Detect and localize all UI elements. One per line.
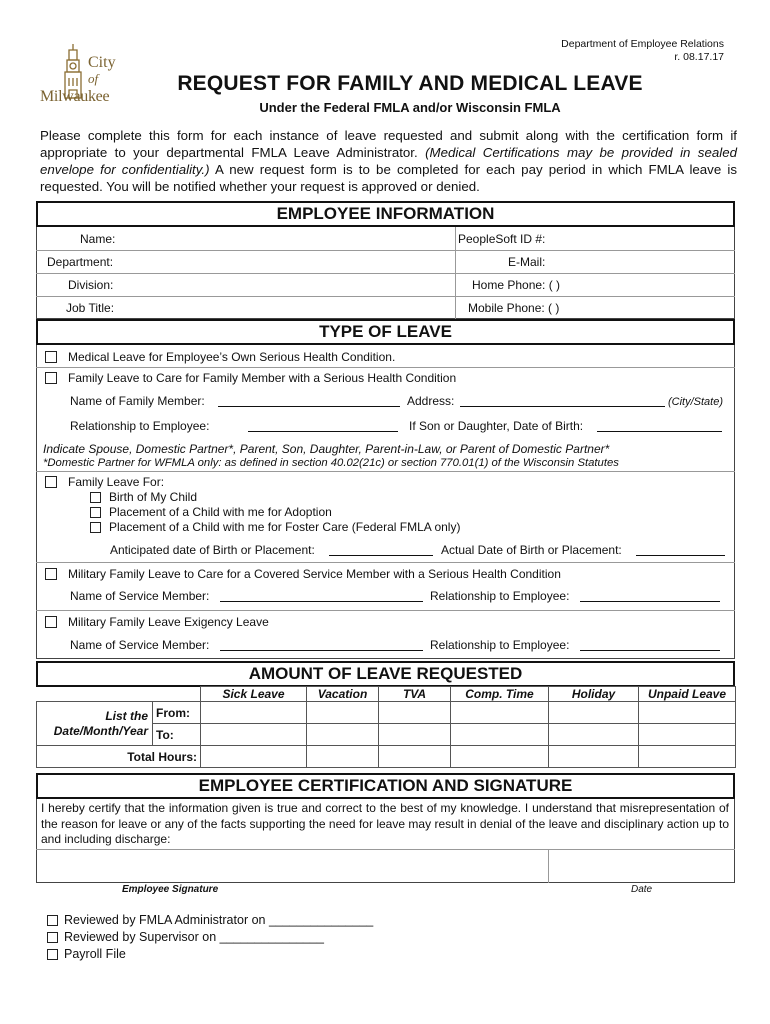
payroll-file-checkbox[interactable] — [47, 949, 58, 960]
military-care-label: Military Family Leave to Care for a Covered Service Member with a Serious Health Condition — [68, 567, 561, 581]
medical-leave-checkbox[interactable] — [45, 351, 57, 363]
service-relationship-label-1: Relationship to Employee: — [430, 589, 570, 603]
logo-milwaukee-text: Milwaukee — [40, 88, 110, 105]
service-relationship-field-2[interactable] — [580, 650, 720, 651]
logo-of-text: of — [88, 71, 99, 86]
adoption-label: Placement of a Child with me for Adoption — [109, 505, 332, 519]
form-subtitle: Under the Federal FMLA and/or Wisconsin FMLA — [259, 100, 561, 115]
col-holiday: Holiday — [549, 687, 639, 702]
to-comp-time-cell[interactable] — [451, 724, 549, 746]
col-comp-time: Comp. Time — [451, 687, 549, 702]
col-vacation: Vacation — [307, 687, 379, 702]
divider — [36, 562, 735, 563]
name-label: Name: — [80, 232, 116, 246]
city-logo — [38, 42, 128, 110]
family-leave-for-checkbox[interactable] — [45, 476, 57, 488]
from-vacation-cell[interactable] — [307, 702, 379, 724]
medical-leave-label: Medical Leave for Employee’s Own Serious Health Condition. — [68, 350, 396, 364]
military-exigency-checkbox[interactable] — [45, 616, 57, 628]
intro-italic-note: (Medical Certifications may be provided in sealed envelope for confidentiality.) — [40, 145, 737, 177]
family-leave-for-label: Family Leave For: — [68, 475, 165, 489]
mobile-phone-label: Mobile Phone: ( ) — [468, 301, 560, 315]
blank-corner — [37, 687, 201, 702]
list-date-label — [37, 702, 153, 746]
indicate-relationship-note: Indicate Spouse, Domestic Partner*, Parent, Son, Daughter, Parent-in-Law, or Parent of Domestic Partner* — [43, 442, 610, 456]
service-relationship-label-2: Relationship to Employee: — [430, 638, 570, 652]
total-sick-leave-cell[interactable] — [201, 746, 307, 768]
service-member-name-field-1[interactable] — [220, 601, 423, 602]
home-phone-label: Home Phone: ( ) — [472, 278, 561, 292]
total-unpaid-leave-cell[interactable] — [639, 746, 736, 768]
foster-care-label: Placement of a Child with me for Foster Care (Federal FMLA only) — [109, 520, 461, 534]
family-care-checkbox[interactable] — [45, 372, 57, 384]
to-tva-cell[interactable] — [379, 724, 451, 746]
military-care-checkbox[interactable] — [45, 568, 57, 580]
city-state-label: (City/State) — [668, 396, 724, 408]
total-holiday-cell[interactable] — [549, 746, 639, 768]
form-title: REQUEST FOR FAMILY AND MEDICAL LEAVE — [177, 72, 643, 95]
divider — [455, 227, 456, 319]
foster-care-checkbox[interactable] — [90, 522, 101, 533]
peoplesoft-id-label: PeopleSoft ID #: — [458, 232, 546, 246]
leave-amount-table — [36, 686, 736, 768]
anticipated-date-field[interactable] — [329, 555, 433, 556]
relationship-field[interactable] — [248, 431, 398, 432]
payroll-file-label: Payroll File — [64, 947, 126, 961]
to-sick-leave-cell[interactable] — [201, 724, 307, 746]
amount-of-leave-heading: AMOUNT OF LEAVE REQUESTED — [36, 661, 735, 687]
department-header — [561, 38, 724, 64]
son-daughter-dob-field[interactable] — [597, 431, 722, 432]
employee-info-heading: EMPLOYEE INFORMATION — [36, 201, 735, 227]
email-label: E-Mail: — [508, 255, 546, 269]
address-field[interactable] — [460, 406, 665, 407]
to-vacation-cell[interactable] — [307, 724, 379, 746]
family-member-name-field[interactable] — [218, 406, 400, 407]
intro-text-2: A new request form is to be completed for each pay period in which FMLA leave is requested. You will be notified whether your request is approved or denied. — [40, 162, 737, 194]
intro-text-1: Please complete this form for each instance of leave requested and submit along with the certification form if appropriate to your departmental FMLA Leave Administrator. — [40, 128, 737, 160]
from-comp-time-cell[interactable] — [451, 702, 549, 724]
divider — [36, 610, 735, 611]
revision-date: r. 08.17.17 — [674, 51, 724, 63]
divider — [36, 296, 735, 297]
from-holiday-cell[interactable] — [549, 702, 639, 724]
address-label: Address: — [407, 394, 455, 408]
from-unpaid-leave-cell[interactable] — [639, 702, 736, 724]
service-relationship-field-1[interactable] — [580, 601, 720, 602]
signature-date-field[interactable] — [549, 850, 734, 882]
department-label: Department: — [47, 255, 114, 269]
list-date-label-2: Date/Month/Year — [53, 723, 148, 738]
col-tva: TVA — [379, 687, 451, 702]
to-holiday-cell[interactable] — [549, 724, 639, 746]
from-label: From: — [153, 702, 201, 724]
military-exigency-label: Military Family Leave Exigency Leave — [68, 615, 269, 629]
division-label: Division: — [68, 278, 114, 292]
intro-paragraph — [40, 127, 737, 195]
from-tva-cell[interactable] — [379, 702, 451, 724]
certification-text: I hereby certify that the information given is true and correct to the best of my knowledge. I understand that misrepresentation of the reason for leave or any of the facts supporting the need for leave may result in denial of the leave and disciplinary action up to and including discharge: — [41, 801, 729, 846]
relationship-label: Relationship to Employee: — [70, 419, 210, 433]
family-care-label: Family Leave to Care for Family Member with a Serious Health Condition — [68, 371, 457, 385]
actual-date-field[interactable] — [636, 555, 725, 556]
divider — [36, 471, 735, 472]
total-tva-cell[interactable] — [379, 746, 451, 768]
total-vacation-cell[interactable] — [307, 746, 379, 768]
divider — [36, 273, 735, 274]
date-label: Date — [631, 884, 653, 895]
employee-signature-label: Employee Signature — [122, 884, 219, 895]
list-date-label-1: List the — [105, 708, 148, 723]
supervisor-review-label: Reviewed by Supervisor on _______________ — [64, 930, 324, 944]
adoption-checkbox[interactable] — [90, 507, 101, 518]
to-unpaid-leave-cell[interactable] — [639, 724, 736, 746]
birth-label: Birth of My Child — [109, 490, 198, 504]
certification-heading: EMPLOYEE CERTIFICATION AND SIGNATURE — [36, 773, 735, 799]
anticipated-date-label: Anticipated date of Birth or Placement: — [110, 543, 315, 557]
son-daughter-dob-label: If Son or Daughter, Date of Birth: — [409, 419, 584, 433]
to-label: To: — [153, 724, 201, 746]
fmla-admin-review-checkbox[interactable] — [47, 915, 58, 926]
service-member-name-label-2: Name of Service Member: — [70, 638, 210, 652]
actual-date-label: Actual Date of Birth or Placement: — [441, 543, 622, 557]
service-member-name-field-2[interactable] — [220, 650, 423, 651]
family-member-name-label: Name of Family Member: — [70, 394, 205, 408]
fmla-admin-review-label: Reviewed by FMLA Administrator on _______________ — [64, 913, 374, 927]
type-of-leave-heading: TYPE OF LEAVE — [36, 319, 735, 345]
service-member-name-label-1: Name of Service Member: — [70, 589, 210, 603]
domestic-partner-note: *Domestic Partner for WFMLA only: as defined in section 40.02(21c) or section 770.01(1) of the Wisconsin Statutes — [43, 457, 619, 469]
col-unpaid-leave: Unpaid Leave — [639, 687, 736, 702]
job-title-label: Job Title: — [66, 301, 115, 315]
divider — [36, 367, 735, 368]
logo-city-text: City — [88, 54, 116, 71]
department-name: Department of Employee Relations — [561, 38, 724, 50]
total-hours-label: Total Hours: — [37, 746, 201, 768]
birth-checkbox[interactable] — [90, 492, 101, 503]
col-sick-leave: Sick Leave — [201, 687, 307, 702]
total-comp-time-cell[interactable] — [451, 746, 549, 768]
divider — [36, 250, 735, 251]
supervisor-review-checkbox[interactable] — [47, 932, 58, 943]
from-sick-leave-cell[interactable] — [201, 702, 307, 724]
employee-signature-field[interactable] — [37, 850, 547, 882]
